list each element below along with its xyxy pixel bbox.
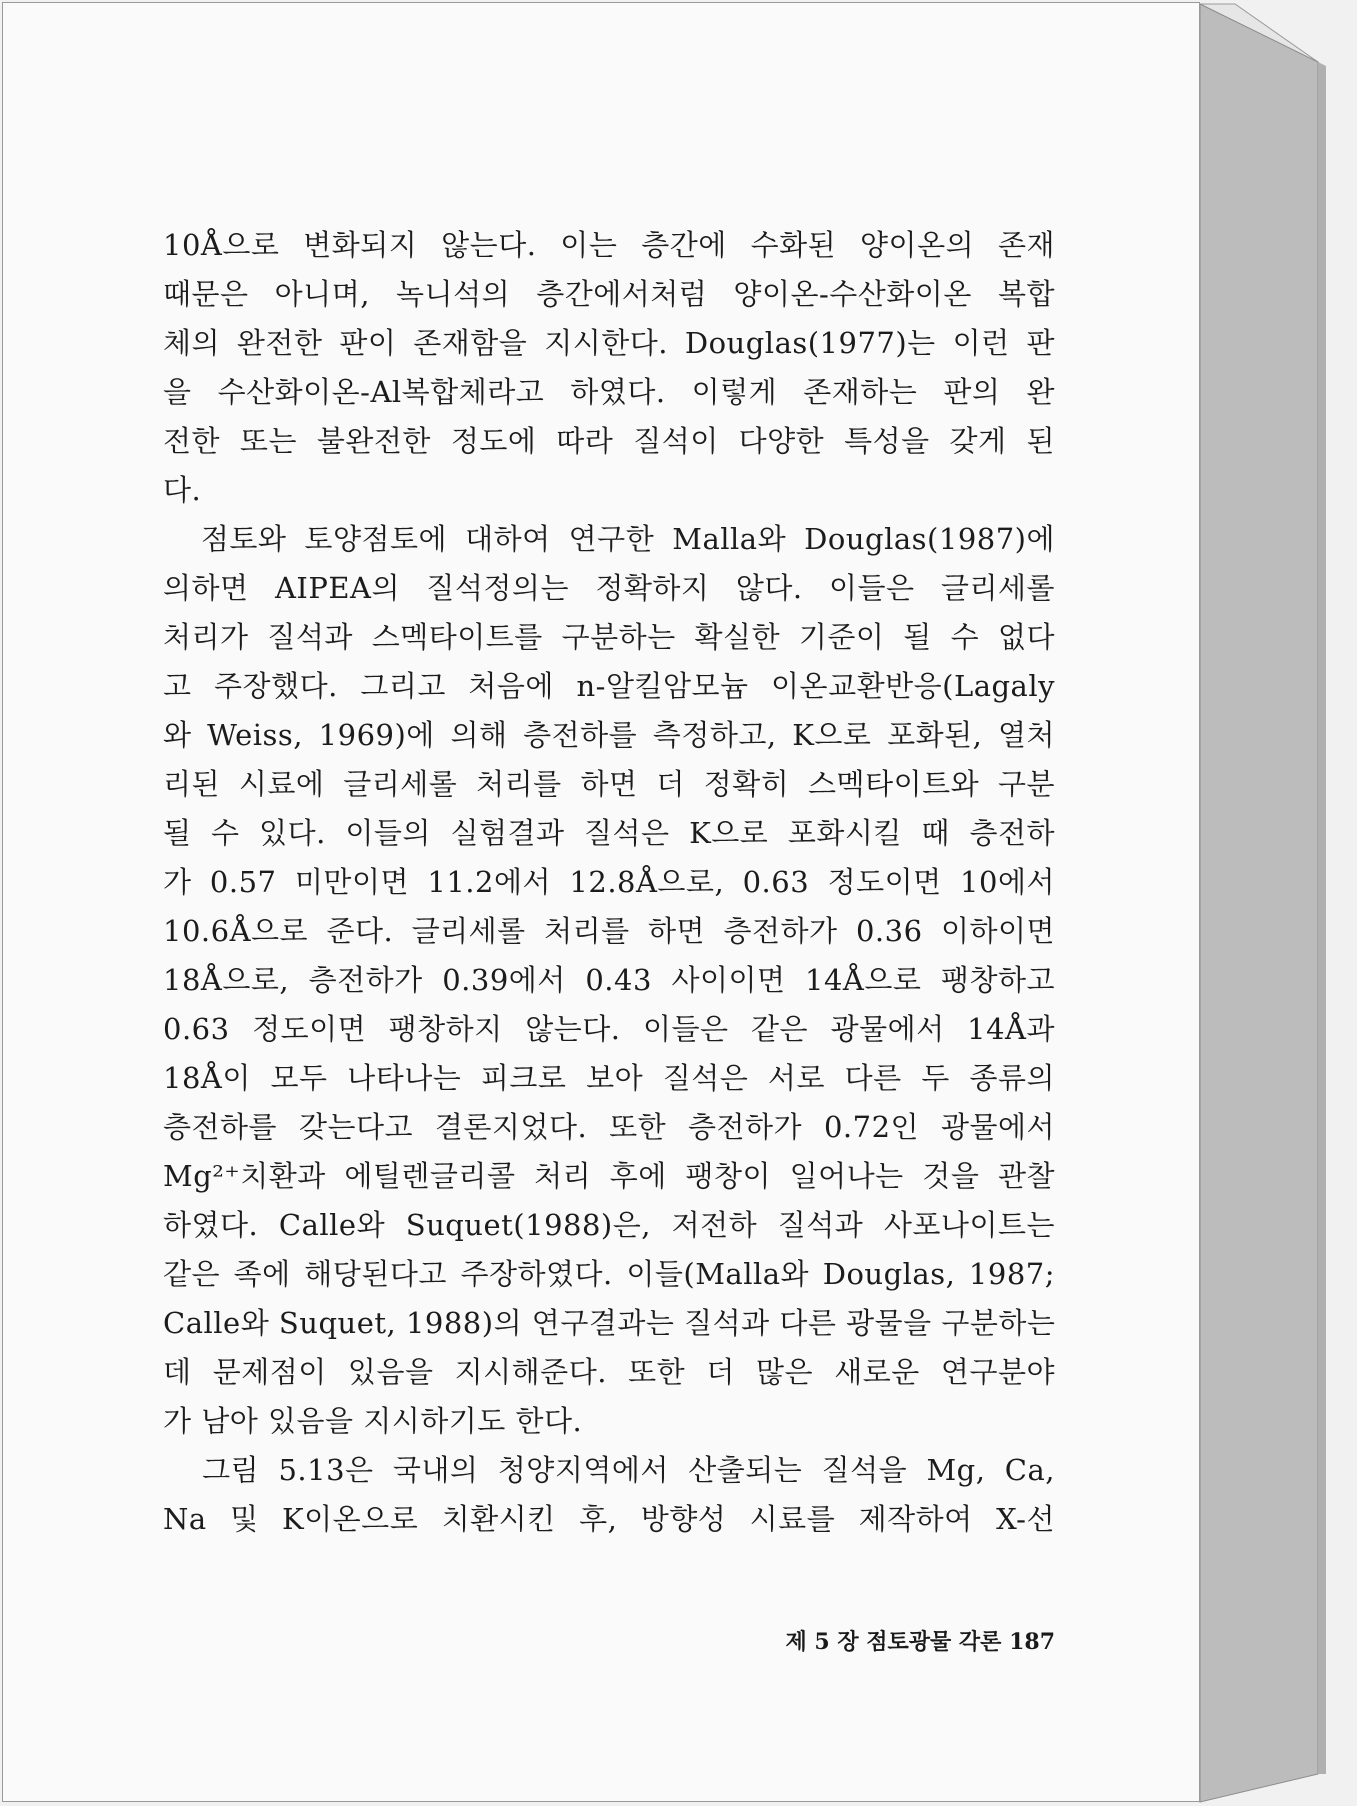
text-line: 전한 또는 불완전한 정도에 따라 질석이 다양한 특성을 갖게 된 bbox=[163, 424, 1055, 458]
text-line: 같은 족에 해당된다고 주장하였다. 이들(Malla와 Douglas, 1987; bbox=[163, 1257, 1055, 1291]
text-line: 가 0.57 미만이면 11.2에서 12.8Å으로, 0.63 정도이면 10에서 bbox=[163, 865, 1055, 899]
text-line: 고 주장했다. 그리고 처음에 n-알킬암모늄 이온교환반응(Lagaly bbox=[163, 669, 1055, 703]
text-line: 을 수산화이온-Al복합체라고 하였다. 이렇게 존재하는 판의 완 bbox=[163, 375, 1055, 409]
text-line: 체의 완전한 판이 존재함을 지시한다. Douglas(1977)는 이런 판 bbox=[163, 326, 1055, 360]
book-page bbox=[2, 2, 1200, 1802]
text-line: 가 남아 있음을 지시하기도 한다. bbox=[163, 1404, 583, 1438]
text-line: 하였다. Calle와 Suquet(1988)은, 저전하 질석과 사포나이트는 bbox=[163, 1208, 1055, 1242]
spine-side-face bbox=[1200, 4, 1318, 1802]
text-line: 의하면 AIPEA의 질석정의는 정확하지 않다. 이들은 글리세롤 bbox=[163, 571, 1055, 605]
spine-shadow bbox=[1318, 62, 1326, 1774]
text-line: 18Å으로, 층전하가 0.39에서 0.43 사이이면 14Å으로 팽창하고 bbox=[163, 963, 1055, 997]
text-line: 와 Weiss, 1969)에 의해 층전하를 측정하고, K으로 포화된, 열처 bbox=[163, 718, 1055, 752]
text-line: 10Å으로 변화되지 않는다. 이는 층간에 수화된 양이온의 존재 bbox=[163, 228, 1055, 262]
text-line: 데 문제점이 있음을 지시해준다. 또한 더 많은 새로운 연구분야 bbox=[163, 1355, 1055, 1389]
text-line: 10.6Å으로 준다. 글리세롤 처리를 하면 층전하가 0.36 이하이면 bbox=[163, 914, 1055, 948]
text-line: 그림 5.13은 국내의 청양지역에서 산출되는 질석을 Mg, Ca, bbox=[163, 1453, 1055, 1487]
text-line: Mg²⁺치환과 에틸렌글리콜 처리 후에 팽창이 일어나는 것을 관찰 bbox=[163, 1159, 1055, 1193]
text-line: Calle와 Suquet, 1988)의 연구결과는 질석과 다른 광물을 구분하는 bbox=[163, 1306, 1056, 1340]
text-line: 처리가 질석과 스멕타이트를 구분하는 확실한 기준이 될 수 없다 bbox=[163, 620, 1055, 654]
text-line: 18Å이 모두 나타나는 피크로 보아 질석은 서로 다른 두 종류의 bbox=[163, 1061, 1055, 1095]
page-footer: 제 5 장 점토광물 각론 187 bbox=[785, 1629, 1055, 1655]
text-line: 다. bbox=[163, 473, 202, 507]
body-text bbox=[163, 221, 1055, 1544]
text-line: 0.63 정도이면 팽창하지 않는다. 이들은 같은 광물에서 14Å과 bbox=[163, 1012, 1055, 1046]
text-line: 될 수 있다. 이들의 실험결과 질석은 K으로 포화시킬 때 층전하 bbox=[163, 816, 1055, 850]
text-line: 점토와 토양점토에 대하여 연구한 Malla와 Douglas(1987)에 bbox=[163, 522, 1055, 556]
text-line: 층전하를 갖는다고 결론지었다. 또한 층전하가 0.72인 광물에서 bbox=[163, 1110, 1055, 1144]
text-line: 리된 시료에 글리세롤 처리를 하면 더 정확히 스멕타이트와 구분 bbox=[163, 767, 1055, 801]
text-line: Na 및 K이온으로 치환시킨 후, 방향성 시료를 제작하여 X-선 bbox=[163, 1502, 1055, 1536]
text-line: 때문은 아니며, 녹니석의 층간에서처럼 양이온-수산화이온 복합 bbox=[163, 277, 1055, 311]
